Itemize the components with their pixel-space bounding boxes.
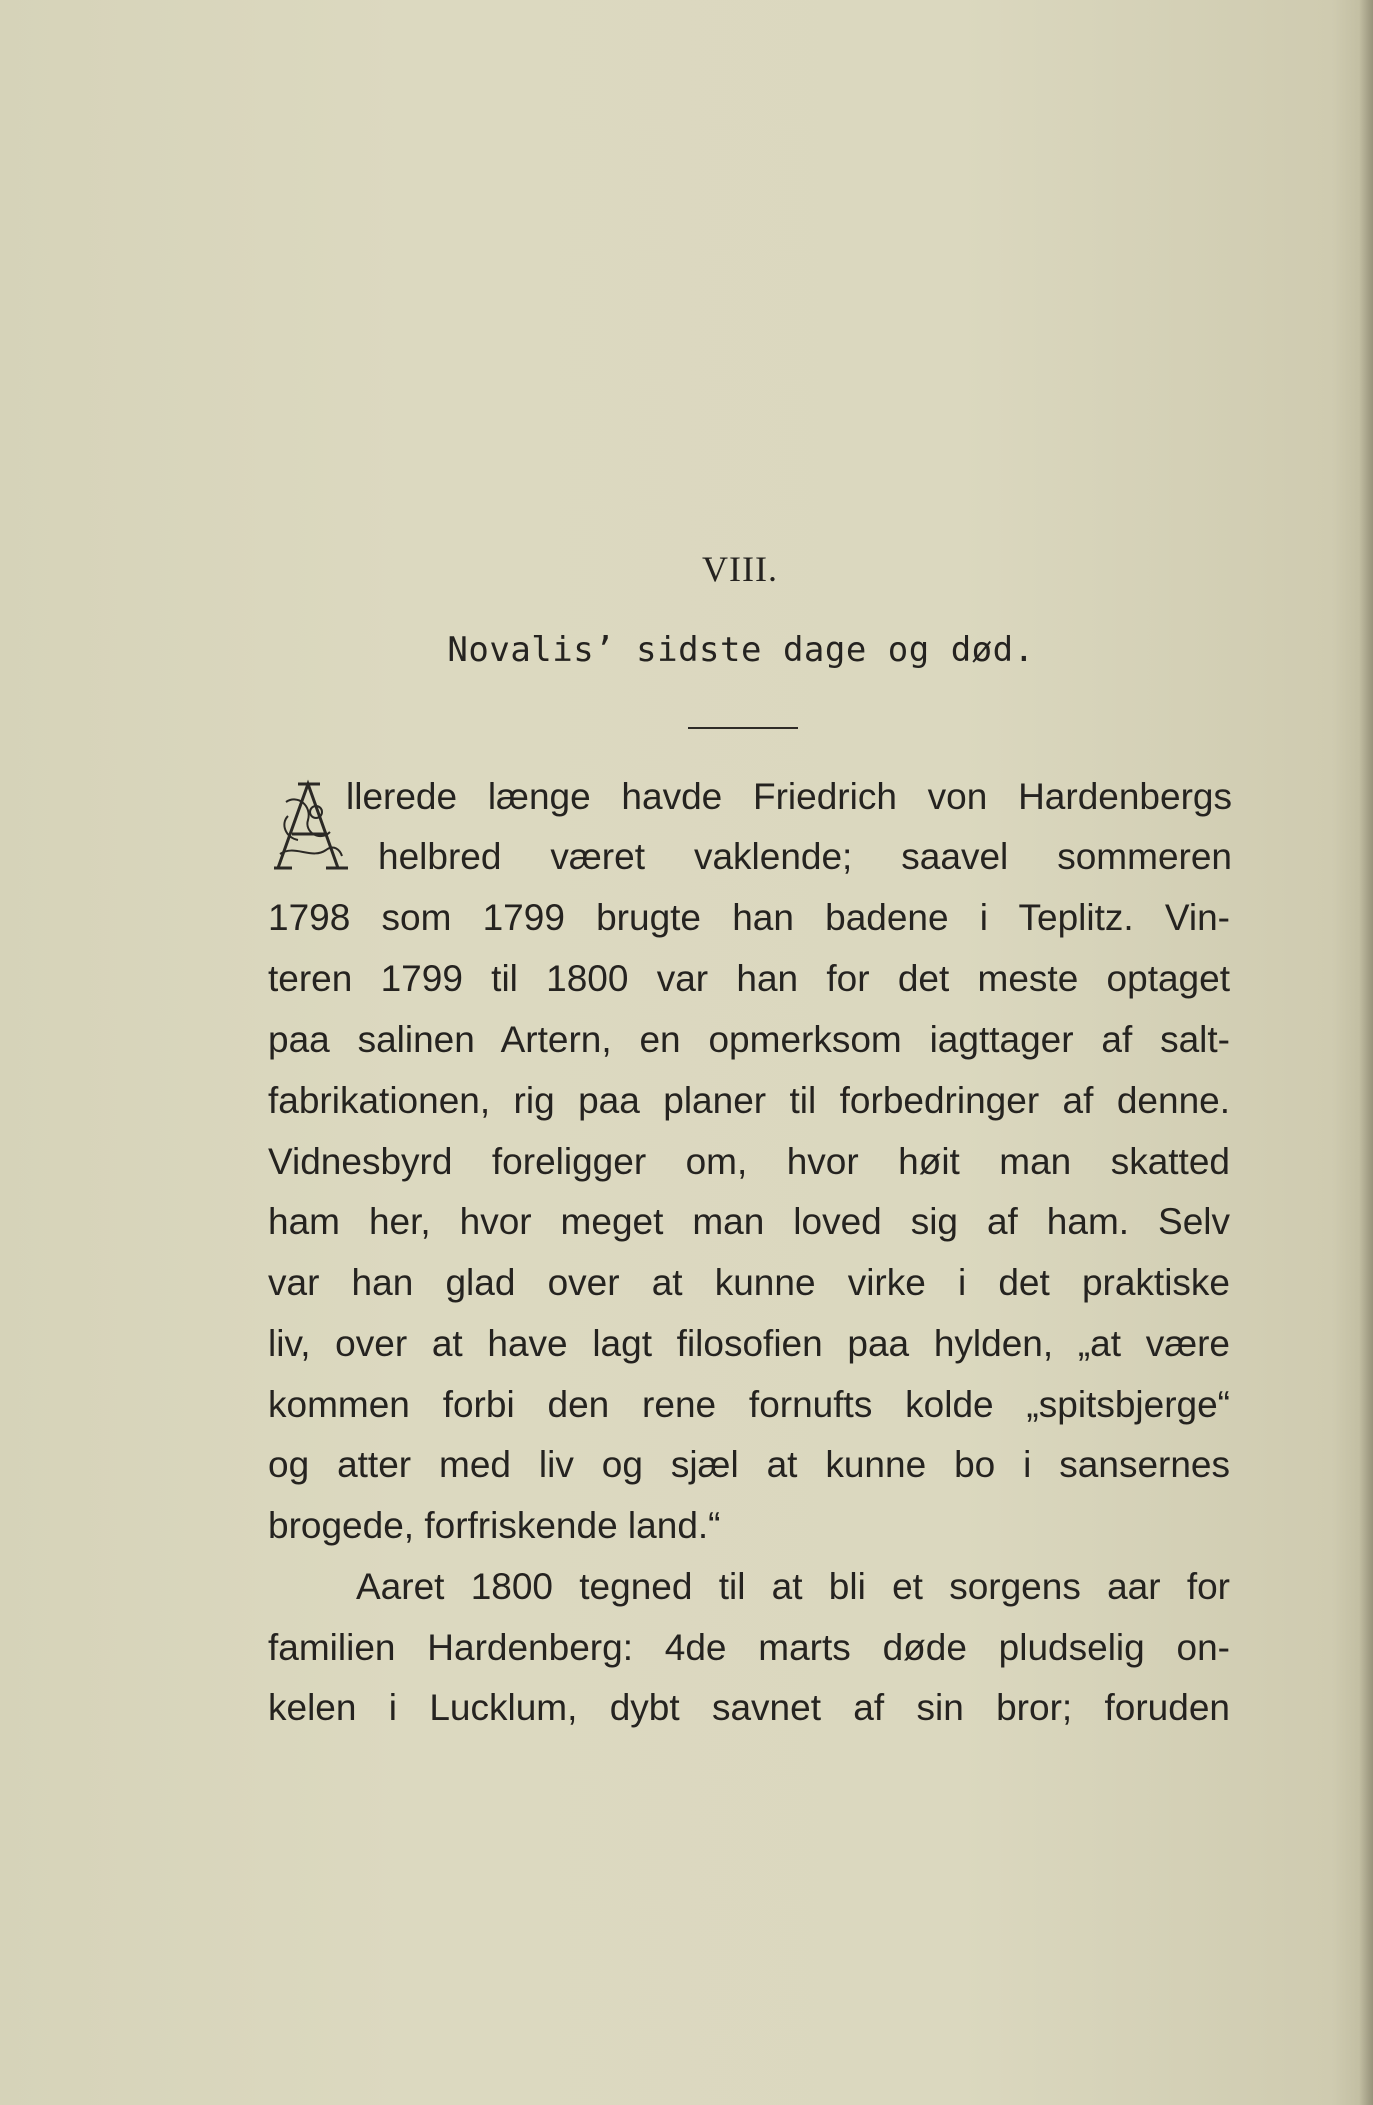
text-line: fabrikationen, rig paa planer til forbedringer af denne. (268, 1080, 1230, 1121)
text-line: Aaret 1800 tegned til at bli et sorgens aar for (356, 1566, 1230, 1607)
ornamental-a-icon (268, 772, 352, 876)
text-line: 1798 som 1799 brugte han badene i Teplitz. Vin- (268, 897, 1230, 938)
drop-cap-initial (268, 772, 352, 876)
text-line: teren 1799 til 1800 var han for det meste optaget (268, 958, 1230, 999)
page-edge-shadow (1359, 0, 1373, 2105)
text-line: var han glad over at kunne virke i det praktiske (268, 1262, 1230, 1303)
chapter-title: Novalis’ sidste dage og død. (447, 630, 1035, 670)
text-line: kommen forbi den rene fornufts kolde „spitsbjerge“ (268, 1384, 1230, 1425)
text-line: paa salinen Artern, en opmerksom iagttager af salt- (268, 1019, 1230, 1060)
text-line: ham her, hvor meget man loved sig af ham. Selv (268, 1201, 1230, 1242)
text-line: llerede længe havde Friedrich von Hardenbergs (346, 776, 1232, 817)
chapter-number: VIII. (702, 549, 778, 589)
text-line: kelen i Lucklum, dybt savnet af sin bror; foruden (268, 1687, 1230, 1728)
text-line: liv, over at have lagt filosofien paa hylden, „at være (268, 1323, 1230, 1364)
text-line: brogede, forfriskende land.“ (268, 1505, 721, 1546)
text-line: familien Hardenberg: 4de marts døde pludselig on- (268, 1627, 1230, 1668)
text-line: helbred været vaklende; saavel sommeren (378, 836, 1232, 877)
text-line: og atter med liv og sjæl at kunne bo i sansernes (268, 1444, 1230, 1485)
text-line: Vidnesbyrd foreligger om, hvor høit man skatted (268, 1141, 1230, 1182)
section-divider (688, 727, 798, 729)
